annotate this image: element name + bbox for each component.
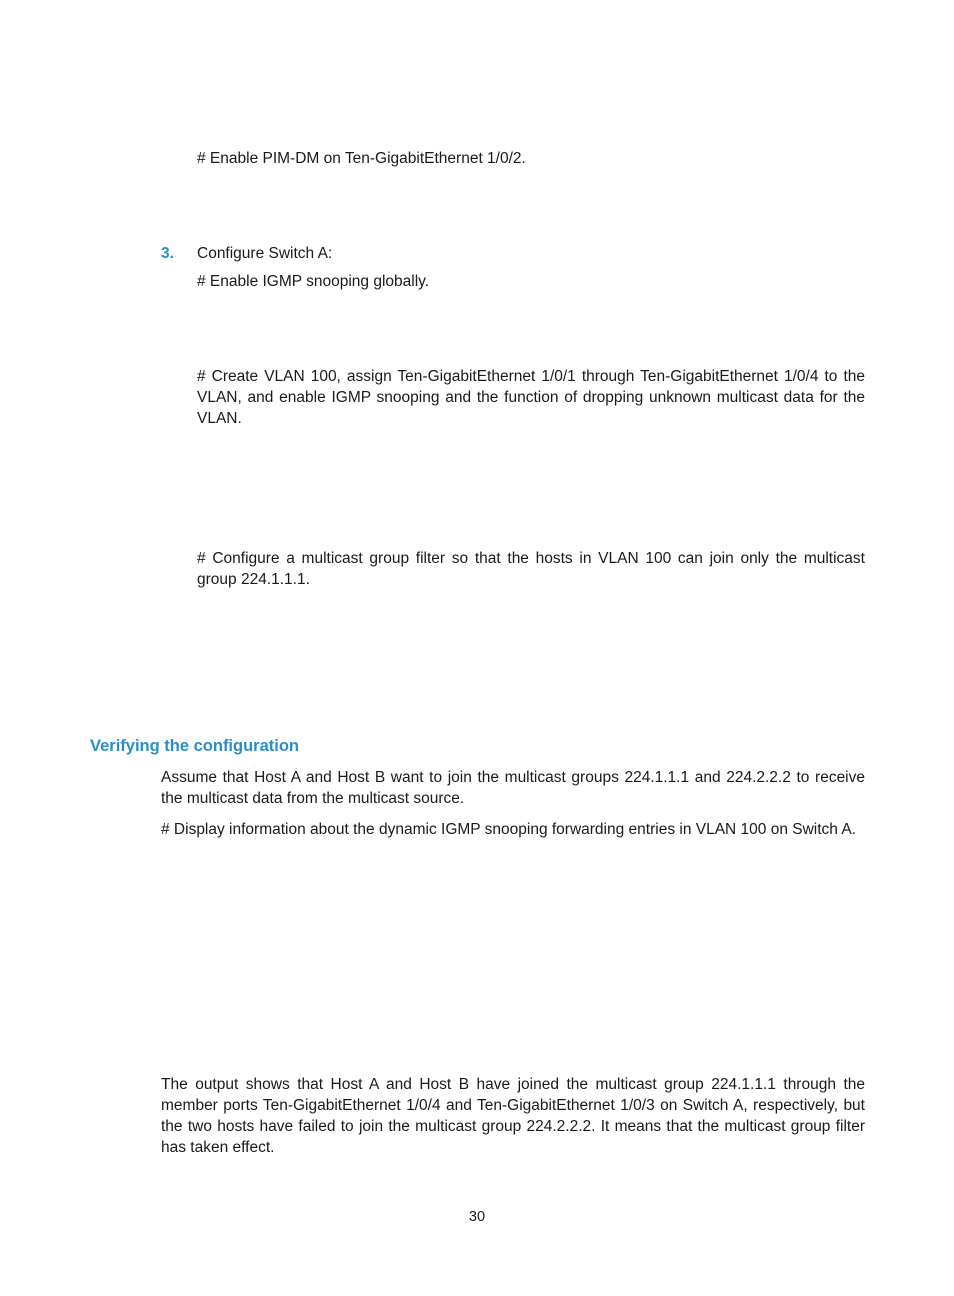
page-number: 30 bbox=[468, 1209, 486, 1225]
display-info-text: # Display information about the dynamic IGMP snooping forwarding entries in VLAN 100 on Switch A. bbox=[161, 821, 857, 838]
output-shows-text: The output shows that Host A and Host B have joined the multicast group 224.1.1.1 through the member ports Ten-GigabitEthernet 1/0/4 and Ten-GigabitEthernet 1/0/3 on Switch A, respectively, but the two hosts have failed to join the multicast group 224.2.2.2. It means that the multicast group filter has taken effect. bbox=[161, 1076, 865, 1156]
create-vlan-text: # Create VLAN 100, assign Ten-GigabitEthernet 1/0/1 through Ten-GigabitEthernet 1/0/4 to the VLAN, and enable IGMP snooping and the function of dropping unknown multicast data for the VLAN. bbox=[197, 368, 865, 427]
section-heading: Verifying the configuration bbox=[90, 737, 300, 755]
step-number: 3. bbox=[161, 245, 174, 262]
step-title: Configure Switch A: bbox=[197, 245, 333, 262]
group-filter-text: # Configure a multicast group filter so that the hosts in VLAN 100 can join only the multicast group 224.1.1.1. bbox=[197, 550, 865, 588]
enable-pim-text: # Enable PIM-DM on Ten-GigabitEthernet 1/0/2. bbox=[197, 150, 526, 167]
enable-igmp-text: # Enable IGMP snooping globally. bbox=[197, 273, 430, 290]
assume-text: Assume that Host A and Host B want to join the multicast groups 224.1.1.1 and 224.2.2.2 to receive the multicast data from the multicast source. bbox=[161, 769, 865, 807]
